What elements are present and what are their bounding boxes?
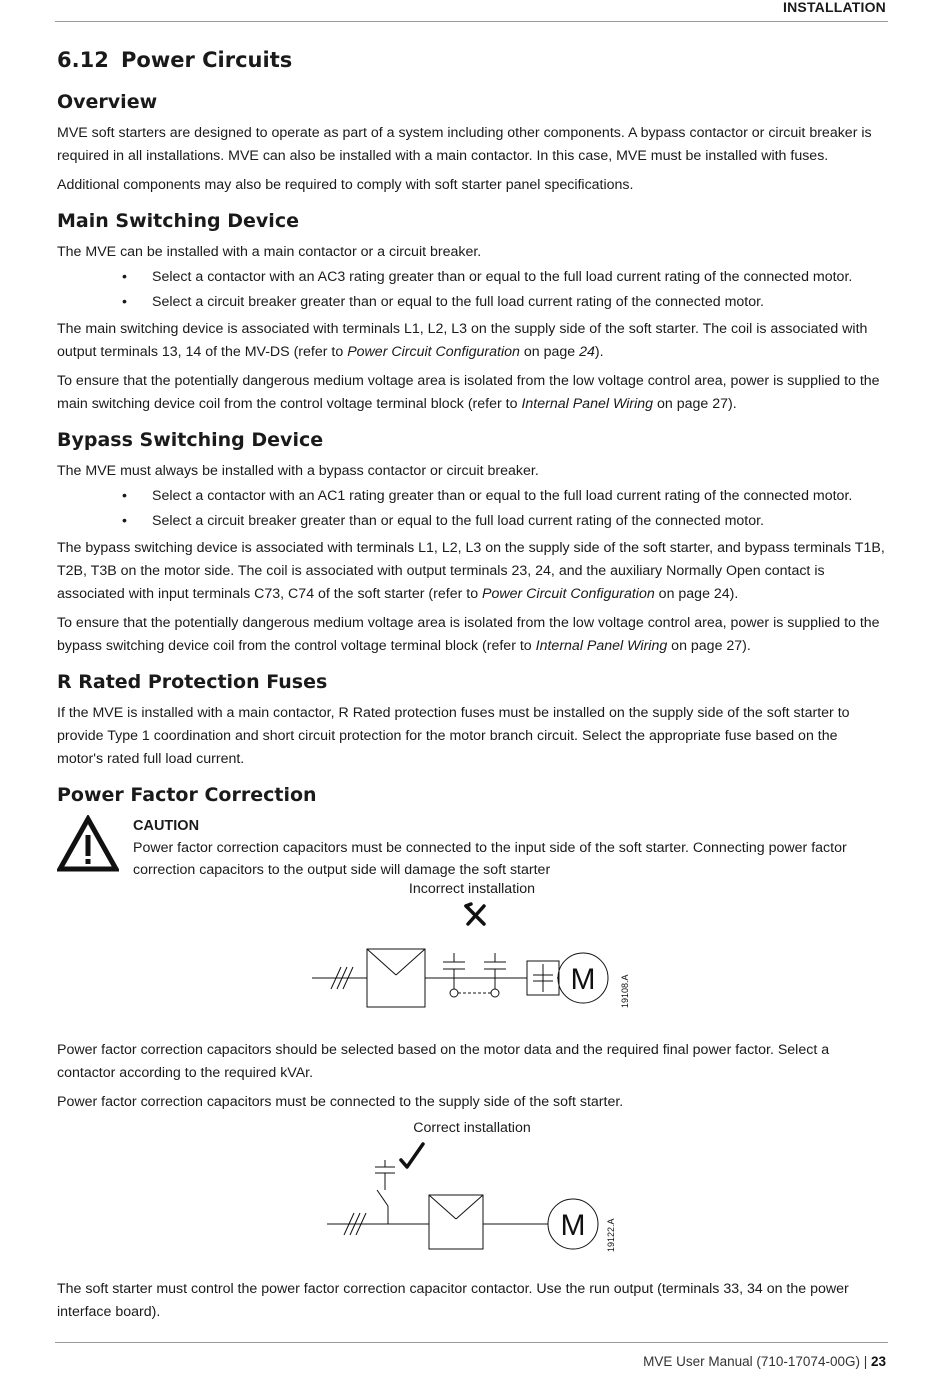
bypass-switching-bullets <box>57 485 887 533</box>
link-internal-panel-wiring[interactable]: Internal Panel Wiring <box>521 396 654 412</box>
header-divider <box>55 21 888 22</box>
pfc-heading: Power Factor Correction <box>57 784 317 806</box>
pfc-paragraph-2: Power factor correction capacitors must be connected to the supply side of the soft starter. <box>57 1094 624 1110</box>
manual-title: MVE User Manual (710-17074-00G) | <box>643 1354 871 1369</box>
overview-paragraph-2: Additional components may also be required to comply with soft starter panel specifications. <box>57 177 634 193</box>
page-footer <box>643 1354 886 1369</box>
incorrect-installation-diagram <box>57 881 887 1031</box>
capacitor-symbol <box>484 953 506 997</box>
caution-box <box>57 815 887 877</box>
header-section-title: INSTALLATION <box>783 0 886 15</box>
figure-reference: 19122.A <box>606 1218 616 1252</box>
list-item: • Select a circuit breaker greater than or equal to the full load current rating of the connected motor. <box>152 510 887 533</box>
page-content <box>57 44 887 1330</box>
page-number: 23 <box>870 1354 886 1369</box>
list-item: • Select a contactor with an AC1 rating greater than or equal to the full load current rating of the connected motor. <box>152 485 887 508</box>
link-power-circuit-configuration[interactable]: Power Circuit Configuration <box>482 586 655 602</box>
soft-starter-symbol <box>429 1195 483 1249</box>
main-switching-bullets <box>57 266 887 314</box>
check-icon <box>401 1144 423 1167</box>
motor-label: M <box>570 963 596 996</box>
motor-label: M <box>560 1209 586 1242</box>
main-switching-intro: The MVE can be installed with a main contactor or a circuit breaker. <box>57 244 482 260</box>
link-power-circuit-configuration[interactable]: Power Circuit Configuration <box>347 344 520 360</box>
cross-icon <box>466 904 484 924</box>
page-title <box>57 44 887 76</box>
caution-body: Power factor correction capacitors must be connected to the input side of the soft starter. Connecting power factor correction capacitors to the output side will damage the soft starter <box>133 840 847 878</box>
section-title: Power Circuits <box>121 48 293 72</box>
main-switching-paragraph-3: To ensure that the potentially dangerous medium voltage area is isolated from the low voltage control area, power is supplied to the main switching device coil from the control voltage terminal block (refer to Internal Panel Wiring on page 27). <box>57 373 880 412</box>
bypass-switching-heading: Bypass Switching Device <box>57 429 324 451</box>
bypass-switching-paragraph-2: The bypass switching device is associated with terminals L1, L2, L3 on the supply side of the soft starter, and bypass terminals T1B, T2B, T3B on the motor side. The coil is associated with output terminals 23, 24, and the auxiliary Normally Open contact is associated with input terminals C73, C74 of the soft starter (refer to Power Circuit Configuration on page 24). <box>57 540 885 602</box>
pfc-paragraph-1: Power factor correction capacitors should be selected based on the motor data and the required final power factor. Select a contactor according to the required kVAr. <box>57 1042 830 1081</box>
soft-starter-symbol <box>367 949 425 1007</box>
main-switching-heading: Main Switching Device <box>57 210 299 232</box>
main-switching-paragraph-2: The main switching device is associated with terminals L1, L2, L3 on the supply side of the soft starter. The coil is associated with output terminals 13, 14 of the MV-DS (refer to Power Circuit Configuration on page 24). <box>57 321 868 360</box>
figure-caption: Incorrect installation <box>408 881 536 897</box>
overview-heading: Overview <box>57 91 158 113</box>
capacitor-symbol <box>375 1160 395 1224</box>
pfc-paragraph-3: The soft starter must control the power factor correction capacitor contactor. Use the run output (terminals 33, 34 on the power interface board). <box>57 1281 849 1320</box>
correct-installation-figure <box>57 1120 887 1270</box>
caution-title: CAUTION <box>133 818 200 834</box>
fuses-paragraph: If the MVE is installed with a main contactor, R Rated protection fuses must be installed on the supply side of the soft starter to provide Type 1 coordination and short circuit protection for the motor branch circuit. Select the appropriate fuse based on the motor's rated full load current. <box>57 705 850 767</box>
warning-triangle-icon <box>57 815 119 873</box>
link-internal-panel-wiring[interactable]: Internal Panel Wiring <box>535 638 668 654</box>
list-item: • Select a circuit breaker greater than or equal to the full load current rating of the connected motor. <box>152 291 887 314</box>
figure-reference: 19108.A <box>620 974 630 1008</box>
bypass-switching-paragraph-3: To ensure that the potentially dangerous medium voltage area is isolated from the low voltage control area, power is supplied to the bypass switching device coil from the control voltage terminal block (refer to Internal Panel Wiring on page 27). <box>57 615 880 654</box>
correct-installation-diagram <box>57 1120 887 1270</box>
list-item: • Select a contactor with an AC3 rating greater than or equal to the full load current rating of the connected motor. <box>152 266 887 289</box>
overview-paragraph-1: MVE soft starters are designed to operate as part of a system including other components. A bypass contactor or circuit breaker is required in all installations. MVE can also be installed with a main contactor. In this case, MVE must be installed with fuses. <box>57 125 872 164</box>
bypass-switching-intro: The MVE must always be installed with a bypass contactor or circuit breaker. <box>57 463 539 479</box>
caution-text <box>133 815 885 881</box>
section-number: 6.12 <box>57 48 109 72</box>
capacitor-symbol <box>443 953 465 997</box>
fuses-heading: R Rated Protection Fuses <box>57 671 328 693</box>
footer-divider <box>55 1342 888 1343</box>
figure-caption: Correct installation <box>413 1120 531 1136</box>
incorrect-installation-figure <box>57 881 887 1031</box>
